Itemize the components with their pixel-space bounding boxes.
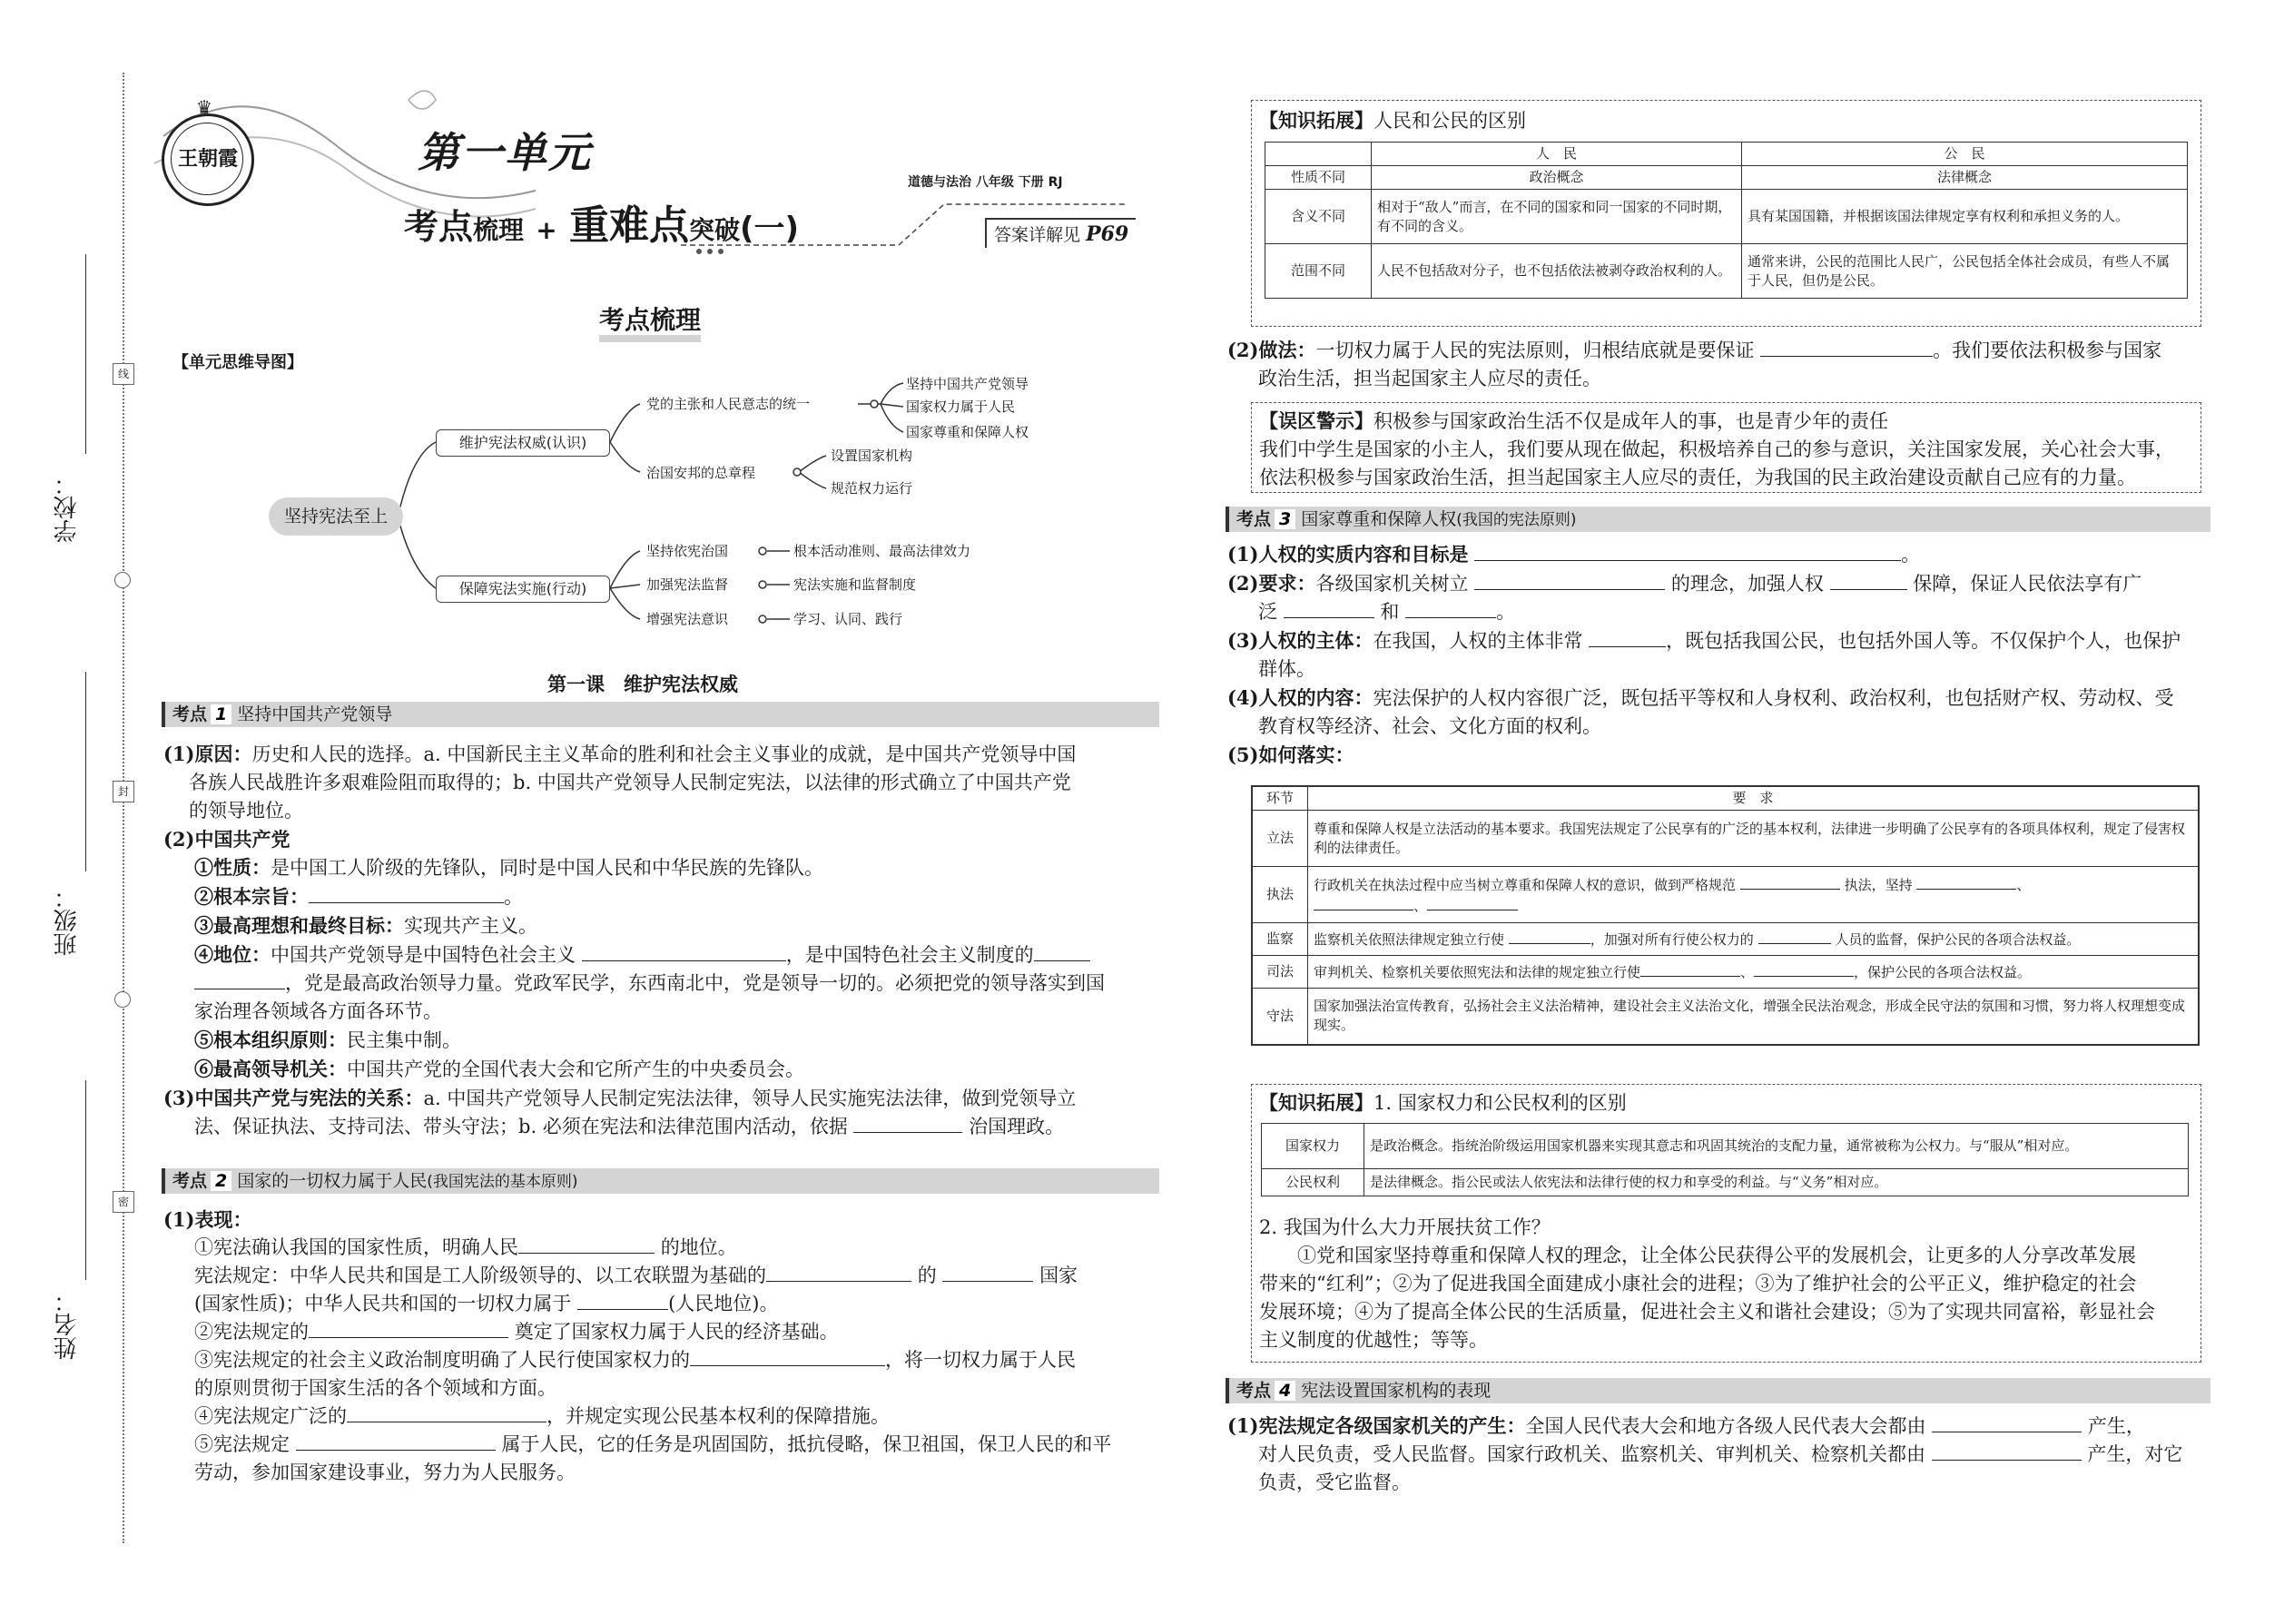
kaodian-kw: 考点 (1236, 509, 1272, 529)
k1-nature-text: 是中国工人阶级的先锋队，同时是中国人民和中华民族的先锋队。 (271, 857, 823, 879)
lesson-title: 第一课 维护宪法权威 (547, 674, 738, 695)
left-text (163, 740, 1105, 1141)
ext1-box (1251, 100, 2201, 327)
k2-b-text: 宪法规定：中华人民共和国是工人阶级领导的、以工农联盟为基础的 (194, 1265, 766, 1286)
blank[interactable] (518, 1235, 655, 1254)
table-row (1252, 867, 2199, 923)
mindmap-lines (0, 0, 1180, 654)
k1-reason-line (163, 740, 1105, 769)
th-requirement: 要 求 (1308, 786, 2200, 811)
table-people-citizen (1265, 142, 2188, 299)
blank[interactable] (1640, 961, 1740, 977)
blank[interactable] (1758, 929, 1831, 944)
row-head: 守法 (1252, 989, 1308, 1045)
table-row (1265, 166, 2188, 190)
r2-text: 行政机关在执法过程中应当树立尊重和保障人权的意识，做到严格规范 (1314, 876, 1737, 893)
k1-status-label: ④地位： (194, 943, 271, 966)
ext2-label: 【知识拓展】 (1259, 1091, 1373, 1114)
table-row (1265, 190, 2188, 244)
cell (1308, 956, 2200, 989)
row-head: 司法 (1252, 956, 1308, 989)
blank[interactable] (1932, 1413, 2082, 1432)
name-blank[interactable] (85, 1080, 86, 1280)
seal-mi: 密 (113, 1191, 134, 1213)
row-head: 国家权力 (1262, 1124, 1364, 1169)
section-title: 考点梳理 (599, 306, 701, 342)
table-row (1262, 1169, 2189, 1196)
ext2-a1: ①党和国家坚持尊重和保障人权的理念，让全体公民获得公平的发展机会，让更多的人分享改革发展 (1297, 1245, 2136, 1266)
blank[interactable] (194, 970, 285, 989)
k1-org (163, 1026, 1105, 1055)
left-text-2 (163, 1206, 1111, 1487)
k2-g-text2: ，并规定实现公民基本权利的保障措施。 (546, 1405, 890, 1427)
r2-text2: 执法，坚持 (1844, 876, 1913, 893)
kaodian-sub: (我国宪法的基本原则) (427, 1173, 578, 1191)
table-implement (1251, 785, 2200, 1046)
th-empty (1265, 143, 1372, 166)
k2-h-text2: 属于人民，它的任务是巩固国防，抵抗侵略，保卫祖国，保卫人民的和平 (501, 1433, 1112, 1455)
blank[interactable] (582, 942, 786, 961)
k2-b (163, 1262, 1111, 1290)
ext1-title: 人民和公民的区别 (1373, 110, 1526, 132)
mindmap-b1b1: 设置国家机构 (831, 448, 913, 464)
school-label: 学校： (54, 472, 81, 543)
warn-line1: 我们中学生是国家的小主人，我们要从现在做起，积极培养自己的参与意识，关注国家发展，关心社会大事， (1259, 438, 2174, 460)
kaodian-title: 坚持中国共产党领导 (237, 704, 393, 724)
k2-g-text: ④宪法规定广泛的 (194, 1405, 347, 1427)
r3-text3: 人员的监督，保护公民的各项合法权益。 (1835, 931, 2081, 948)
k1-relation-line2 (163, 1113, 1105, 1141)
class-label: 班级： (54, 885, 81, 956)
mindmap-label: 【单元思维导图】 (172, 353, 303, 372)
mindmap-b1a2: 国家权力属于人民 (906, 399, 1016, 415)
k2-c (163, 1290, 1111, 1318)
row-head: 监察 (1252, 923, 1308, 956)
table-row (1252, 956, 2199, 989)
r4-text2: 、 (1740, 964, 1755, 980)
k1-ideal (163, 911, 1105, 940)
ext2-title: 1. 国家权力和公民权利的区别 (1373, 1092, 1627, 1114)
table-row (1252, 923, 2199, 956)
k2-show-label: (1)表现： (163, 1208, 252, 1231)
k1-relation (163, 1084, 1105, 1113)
logo-text: 王朝霞 (177, 147, 238, 171)
k3-2 (1227, 569, 2181, 598)
k4-1-line3: 负责，受它监督。 (1258, 1471, 1411, 1493)
mindmap-b1a1: 坚持中国共产党领导 (906, 376, 1029, 392)
k2-h (163, 1431, 1111, 1459)
blank[interactable] (766, 1263, 911, 1282)
k2-a-text2: 的地位。 (660, 1236, 737, 1258)
row-head: 含义不同 (1265, 190, 1372, 244)
k2-practice-line2: 政治生活，担当起国家主人应尽的责任。 (1258, 368, 1601, 389)
k1-reason-line3: 的领导地位。 (189, 800, 303, 822)
right-text-2 (1227, 540, 2181, 769)
mindmap-b2a1: 根本活动准则、最高法律效力 (793, 543, 971, 559)
k3-2-text3: 保障，保证人民依法享有广 (1913, 573, 2142, 595)
k3-4-text: 宪法保护的人权内容很广泛，既包括平等权和人身权利、政治权利，也包括财产权、劳动权、受 (1373, 687, 2174, 709)
row-head: 立法 (1252, 811, 1308, 867)
k3-2-text4: 泛 (1258, 601, 1277, 623)
kaodian-num: 4 (1275, 1381, 1295, 1401)
blank[interactable] (1916, 874, 2016, 890)
th-stage: 环节 (1252, 786, 1308, 811)
k1-organ (163, 1055, 1105, 1084)
kaodian-num: 1 (211, 704, 231, 724)
k2-practice-label: (2)做法： (1227, 339, 1316, 361)
table-row (1252, 811, 2199, 867)
kaodian-kw: 考点 (172, 704, 208, 724)
table-row (1265, 143, 2188, 166)
warn-content (1259, 407, 2174, 492)
k1-status-line3: 家治理各领域各方面各环节。 (194, 1000, 442, 1022)
blank[interactable] (1427, 895, 1518, 910)
seal-xian: 线 (113, 363, 134, 385)
mindmap-branch-2: 保障宪法实施(行动) (436, 576, 610, 603)
warn-head (1259, 407, 2174, 436)
k2-e-text: ③宪法规定的社会主义政治制度明确了人民行使国家权力的 (194, 1349, 690, 1371)
k1-ideal-label: ③最高理想和最终目标： (194, 914, 404, 937)
blank[interactable] (690, 1347, 885, 1366)
cell: 具有某国国籍，并根据该国法律规定享有权利和承担义务的人。 (1742, 190, 2188, 244)
right-text-1 (1227, 336, 2161, 393)
k2-b-text3: 国家 (1039, 1265, 1078, 1286)
table-row (1262, 1124, 2189, 1169)
k1-nature (163, 853, 1105, 882)
mindmap-b1a: 党的主张和人民意志的统一 (646, 396, 811, 412)
ext2-head (1259, 1088, 1627, 1117)
blank[interactable] (1740, 874, 1840, 890)
kaodian-title: 宪法设置国家机构的表现 (1301, 1381, 1492, 1401)
blank[interactable] (1830, 571, 1907, 590)
table-row (1252, 786, 2199, 811)
k1-status-text: 中国共产党领导是中国特色社会主义 (271, 944, 576, 966)
k4-1-text: 全国人民代表大会和地方各级人民代表大会都由 (1525, 1415, 1926, 1437)
k2-d-text: ②宪法规定的 (194, 1321, 309, 1343)
subtitle-b: 梳理 (473, 215, 525, 245)
k3-3-text: 在我国，人权的主体非常 (1373, 630, 1583, 652)
k2-a (163, 1234, 1111, 1262)
logo-crown-icon: ♛ (196, 96, 212, 118)
kaodian-1-header (162, 702, 1159, 727)
k1-reason-label: (1)原因： (163, 743, 252, 765)
k3-3-text2: ，既包括我国公民，也包括外国人等。不仅保护个人，也保护 (1666, 630, 2181, 652)
cell: 人民不包括敌对分子，也不包括依法被剥夺政治权利的人。 (1372, 244, 1742, 299)
k1-reason-text: 历史和人民的选择。a. 中国新民主主义革命的胜利和社会主义事业的成就，是中国共产党领导中国 (251, 743, 1077, 765)
k2-f: 的原则贯彻于国家生活的各个领域和方面。 (194, 1377, 556, 1399)
class-blank[interactable] (85, 672, 86, 871)
blank[interactable] (1034, 942, 1090, 961)
k1-org-label: ⑤根本组织原则： (194, 1029, 347, 1051)
k3-4-line2: 教育权等经济、社会、文化方面的权利。 (1258, 715, 1601, 737)
k1-relation-label: (3)中国共产党与宪法的关系： (163, 1087, 424, 1109)
k3-2-text6: 。 (1496, 601, 1516, 623)
blank[interactable] (1405, 599, 1496, 618)
answer-ref-page: P69 (1086, 222, 1129, 246)
k1-organ-text: 中国共产党的全国代表大会和它所产生的中央委员会。 (347, 1058, 804, 1080)
k1-party-label: (2)中国共产党 (163, 828, 290, 851)
cell (1308, 923, 2200, 956)
cell: 是政治概念。指统治阶级运用国家机器来实现其意志和巩固其统治的支配力量，通常被称为公权力。与“服从”相对应。 (1364, 1124, 2189, 1169)
warn-label: 【误区警示】 (1259, 409, 1373, 432)
mindmap-b2b1: 宪法实施和监督制度 (793, 576, 917, 593)
blank[interactable] (942, 1263, 1033, 1282)
k1-ideal-text: 实现共产主义。 (404, 915, 537, 937)
ext2-text (1259, 1214, 2155, 1354)
k1-status-line2 (163, 969, 1105, 998)
k2-d-text2: 奠定了国家权力属于人民的经济基础。 (514, 1321, 839, 1343)
ext2-a4: 主义制度的优越性；等等。 (1259, 1329, 1488, 1351)
mindmap-b2c1: 学习、认同、践行 (793, 611, 903, 627)
row-head: 执法 (1252, 867, 1308, 923)
blank[interactable] (1754, 961, 1854, 977)
table-row (1252, 989, 2199, 1045)
blank[interactable] (1474, 542, 1901, 561)
ext1-label: 【知识拓展】 (1259, 109, 1373, 132)
kaodian-4-header (1226, 1378, 2210, 1403)
subtitle-e: 突破 (688, 215, 740, 245)
k3-2-line2 (1227, 598, 2181, 626)
kaodian-kw: 考点 (172, 1171, 208, 1191)
mindmap-b2b: 加强宪法监督 (646, 576, 729, 593)
name-label: 姓名： (54, 1289, 81, 1360)
k1-status (163, 940, 1105, 969)
k3-4 (1227, 684, 2181, 713)
k4-1-text2: 产生， (2087, 1415, 2145, 1437)
mindmap-b2a: 坚持依宪治国 (646, 543, 729, 559)
kaodian-kw: 考点 (1236, 1381, 1272, 1401)
k3-2-text: 各级国家机关树立 (1315, 573, 1469, 595)
blank[interactable] (1474, 571, 1665, 590)
subtitle-f: (一) (739, 211, 800, 247)
cell: 是法律概念。指公民或法人依宪法和法律行使的权力和享受的利益。与“义务”相对应。 (1364, 1169, 2189, 1196)
cell: 法律概念 (1742, 166, 2188, 190)
ext2-q: 2. 我国为什么大力开展扶贫工作？ (1259, 1216, 1551, 1238)
right-text-3 (1227, 1412, 2182, 1497)
k1-organ-label: ⑥最高领导机关： (194, 1058, 347, 1080)
subtitle-d: 重难点 (568, 202, 689, 249)
r3-text2: ，加强对所有行使公权力的 (1590, 931, 1754, 948)
k2-practice-text: 一切权力属于人民的宪法原则，归根结底就是要保证 (1315, 340, 1755, 361)
k1-status-text3: ，党是最高政治领导力量。党政军民学，东西南北中，党是领导一切的。必须把党的领导落实到国 (285, 972, 1105, 994)
blank[interactable] (296, 1432, 496, 1451)
k1-reason-line2: 各族人民战胜许多艰难险阻而取得的；b. 中国共产党领导人民制定宪法，以法律的形式确立了中国共产党 (189, 772, 1071, 793)
mindmap-center: 坚持宪法至上 (269, 497, 403, 536)
k3-5-label: (5)如何落实： (1227, 743, 1354, 766)
k3-1-label: (1)人权的实质内容和目标是 (1227, 543, 1469, 566)
k3-3 (1227, 626, 2181, 655)
k2-c-text: (国家性质)；中华人民共和国的一切权力属于 (194, 1293, 572, 1314)
r3-text: 监察机关依照法律规定独立行使 (1314, 931, 1505, 948)
k2-d (163, 1318, 1111, 1346)
k2-b-text2: 的 (917, 1265, 937, 1286)
kaodian-sub: (我国的宪法原则) (1456, 511, 1577, 529)
blank[interactable] (577, 1291, 668, 1310)
warn-line2: 依法积极参与国家政治生活，担当起国家主人应尽的责任，为我国的民主政治建设贡献自己应有的力量。 (1259, 467, 2136, 488)
blank[interactable] (347, 1403, 546, 1422)
k1-relation-text3: 治国理政。 (969, 1116, 1065, 1137)
k1-purpose-label: ②根本宗旨： (194, 885, 309, 908)
k2-g (163, 1403, 1111, 1431)
k2-a-text: ①宪法确认我国的国家性质，明确人民 (194, 1236, 518, 1258)
mindmap-b1b2: 规范权力运行 (831, 480, 913, 497)
warn-title: 积极参与国家政治生活不仅是成年人的事，也是青少年的责任 (1373, 410, 1888, 432)
mindmap-b2c: 增强宪法意识 (646, 611, 729, 627)
ext2-a2: 带来的“红利”；②为了促进我国全面建成小康社会的进程；③为了维护社会的公平正义，维护稳定的社会 (1259, 1273, 2137, 1294)
k3-1 (1227, 540, 2181, 569)
subtitle-a: 考点 (404, 207, 474, 247)
k3-1-end: 。 (1901, 544, 1921, 566)
k2-h-text: ⑤宪法规定 (194, 1433, 290, 1455)
ext2-box (1251, 1084, 2201, 1363)
r4-text3: ，保护公民的各项合法权益。 (1854, 964, 2032, 980)
k3-2-text2: 的理念，加强人权 (1670, 573, 1824, 595)
k2-practice-text2: 。我们要依法积极参与国家 (1933, 340, 2162, 361)
table-row (1265, 244, 2188, 299)
blank[interactable] (1509, 929, 1590, 944)
r2-text3: 、 (2016, 876, 2031, 893)
mindmap-b1b: 治国安邦的总章程 (646, 465, 756, 481)
k2-e-text2: ，将一切权力属于人民 (885, 1349, 1076, 1371)
blank[interactable] (1589, 628, 1666, 647)
cell: 相对于“敌人”而言，在不同的国家和同一国家的不同时期，有不同的含义。 (1372, 190, 1742, 244)
k1-status-text2: ，是中国特色社会主义制度的 (785, 944, 1034, 966)
k4-1-text3: 对人民负责，受人民监督。国家行政机关、监察机关、审判机关、检察机关都由 (1258, 1443, 1925, 1465)
ext2-a3: 发展环境；④为了提高全体公民的生活质量，促进社会主义和谐社会建设；⑤为了实现共同富裕，彰显社会 (1259, 1301, 2155, 1323)
cell: 政治概念 (1372, 166, 1742, 190)
k4-1 (1227, 1412, 2182, 1441)
k2-practice (1227, 336, 2161, 365)
k4-1-line2 (1227, 1441, 2182, 1469)
k3-3-line2: 群体。 (1258, 658, 1315, 680)
seal-feng: 封 (113, 781, 134, 802)
k4-1-label: (1)宪法规定各级国家机关的产生： (1227, 1414, 1526, 1437)
kaodian-3-header (1226, 507, 2210, 532)
kaodian-num: 3 (1275, 509, 1295, 529)
binding-dot (114, 991, 131, 1008)
blank[interactable] (309, 1319, 508, 1338)
mindmap-b1a3: 国家尊重和保障人权 (906, 424, 1029, 440)
k1-relation-text: a. 中国共产党领导人民制定宪法法律，领导人民实施宪法法律，做到党领导立 (423, 1088, 1077, 1109)
k2-c-text2: (人民地位)。 (668, 1293, 779, 1314)
cell: 国家加强法治宣传教育，弘扬社会主义法治精神，建设社会主义法治文化，增强全民法治观念，形成全民守法的氛围和习惯，努力将人权理想变成现实。 (1308, 989, 2200, 1045)
k3-2-label: (2)要求： (1227, 572, 1316, 595)
k3-4-label: (4)人权的内容： (1227, 686, 1373, 709)
k3-3-label: (3)人权的主体： (1227, 629, 1373, 652)
kaodian-title: 国家尊重和保障人权 (1301, 509, 1457, 529)
table-power-rights (1261, 1123, 2189, 1196)
cell (1308, 867, 2200, 923)
mindmap-branch-1: 维护宪法权威(认识) (436, 429, 610, 457)
kaodian-num: 2 (211, 1171, 231, 1191)
cell: 尊重和保障人权是立法活动的基本要求。我国宪法规定了公民享有的广泛的基本权利，法律进一步明确了公民享有的各项具体权利，规定了侵害权利的法律责任。 (1308, 811, 2200, 867)
th-people: 人 民 (1372, 143, 1742, 166)
answer-ref-prefix: 答案详解见 (994, 225, 1081, 245)
row-head: 范围不同 (1265, 244, 1372, 299)
row-head: 公民权利 (1262, 1169, 1364, 1196)
k4-1-text4: 产生，对它 (2087, 1443, 2183, 1465)
kaodian-2-header (162, 1168, 1159, 1194)
k3-2-text5: 和 (1380, 601, 1400, 623)
kaodian-title: 国家的一切权力属于人民 (237, 1171, 428, 1191)
warn-box (1251, 402, 2201, 493)
blank[interactable] (1314, 895, 1413, 910)
k1-relation-text2: 法、保证执法、支持司法、带头守法；b. 必须在宪法和法律范围内活动，依据 (194, 1116, 848, 1137)
blank[interactable] (309, 884, 504, 903)
ext1-head (1259, 106, 1526, 135)
k2-i: 劳动，参加国家建设事业，努力为人民服务。 (194, 1462, 576, 1483)
cell: 通常来讲，公民的范围比人民广，公民包括全体社会成员，有些人不属于人民，但仍是公民。 (1742, 244, 2188, 299)
k1-purpose: ②根本宗旨： 。 (194, 885, 523, 908)
unit-title: 第一单元 (418, 128, 592, 177)
r4-text: 审判机关、检察机关要依照宪法和法律的规定独立行使 (1314, 964, 1641, 980)
r2-text4: 、 (1413, 897, 1428, 914)
blank[interactable] (1932, 1442, 2082, 1461)
subject-tag: 道德与法治 八年级 下册 RJ (908, 175, 1063, 190)
blank[interactable] (1284, 599, 1374, 618)
row-head: 性质不同 (1265, 166, 1372, 190)
blank[interactable] (1760, 338, 1933, 357)
k2-e (163, 1346, 1111, 1374)
k1-nature-label: ①性质： (194, 856, 271, 879)
blank[interactable] (853, 1114, 962, 1133)
subtitle-plus: + (536, 215, 557, 245)
k1-org-text: 民主集中制。 (347, 1029, 461, 1051)
th-citizen: 公 民 (1742, 143, 2188, 166)
